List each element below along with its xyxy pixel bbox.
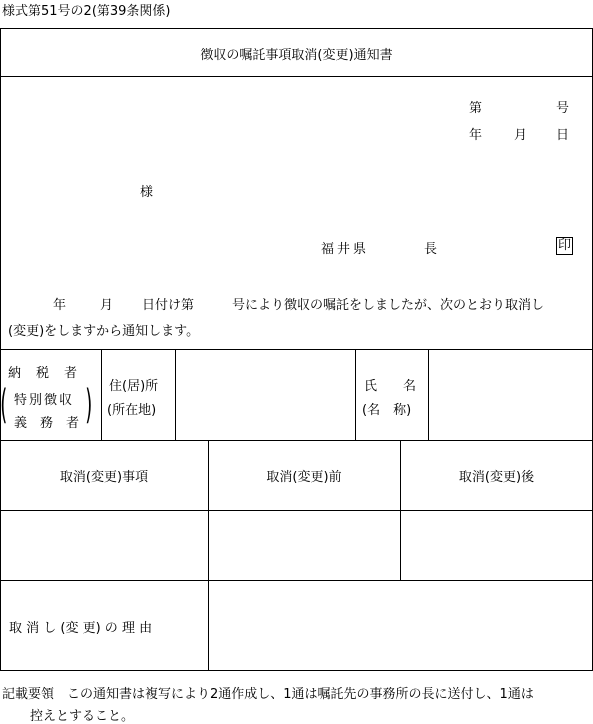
form-number: 様式第51号の2(第39条関係) xyxy=(2,4,171,19)
columns-divider xyxy=(0,510,593,511)
body-month: 月 xyxy=(100,298,114,313)
seal-mark: 印 xyxy=(557,238,571,253)
issuer-head: 長 xyxy=(424,242,438,257)
note-line1: 記載要領 この通知書は複写により2通作成し、1通は嘱託先の事務所の長に送付し、1通は xyxy=(2,687,534,702)
detail-divider xyxy=(0,580,593,581)
body-divider xyxy=(0,349,593,350)
frame-top xyxy=(0,28,593,29)
ref-month: 月 xyxy=(514,128,528,143)
right-paren: ) xyxy=(85,382,93,428)
address-label: 住(居)所 xyxy=(109,379,159,394)
column-header-after: 取消(変更)後 xyxy=(458,470,535,485)
column-header-before: 取消(変更)前 xyxy=(266,470,342,485)
ref-no-suffix: 号 xyxy=(556,101,570,116)
taxpayer-col4-line xyxy=(428,349,429,440)
name-label: 氏 名 xyxy=(364,379,417,394)
taxpayer-col1-line xyxy=(101,349,102,440)
body-rest: 号により徴収の嘱託をしましたが、次のとおり取消し xyxy=(232,298,545,313)
special-collector-label: 特別徴収 xyxy=(14,393,75,408)
body-line2: (変更)をしますから通知します。 xyxy=(8,324,200,339)
reason-label: 取 消 し (変 更) の 理 由 xyxy=(9,621,153,636)
obligor-label: 義 務 者 xyxy=(14,416,80,431)
addressee-sama: 様 xyxy=(140,185,154,200)
body-date-part: 日付け第 xyxy=(142,298,195,313)
frame-bottom xyxy=(0,670,593,671)
location-label: (所在地) xyxy=(107,403,157,418)
ref-day: 日 xyxy=(556,128,570,143)
issuer-prefecture: 福井県 xyxy=(321,242,370,257)
title-name-label: (名 称) xyxy=(362,403,412,418)
ref-year: 年 xyxy=(469,128,483,143)
note-line2: 控えとすること。 xyxy=(30,709,135,724)
title-divider xyxy=(0,76,593,77)
ref-no-prefix: 第 xyxy=(469,101,483,116)
form-title: 徴収の嘱託事項取消(変更)通知書 xyxy=(200,48,393,63)
body-year: 年 xyxy=(53,298,67,313)
left-paren: ( xyxy=(0,382,8,428)
taxpayer-label: 納 税 者 xyxy=(8,366,79,381)
taxpayer-col2-line xyxy=(175,349,176,440)
taxpayer-col3-line xyxy=(355,349,356,440)
taxpayer-divider xyxy=(0,440,593,441)
column-header-item: 取消(変更)事項 xyxy=(59,470,149,485)
columns-line2 xyxy=(400,440,401,580)
